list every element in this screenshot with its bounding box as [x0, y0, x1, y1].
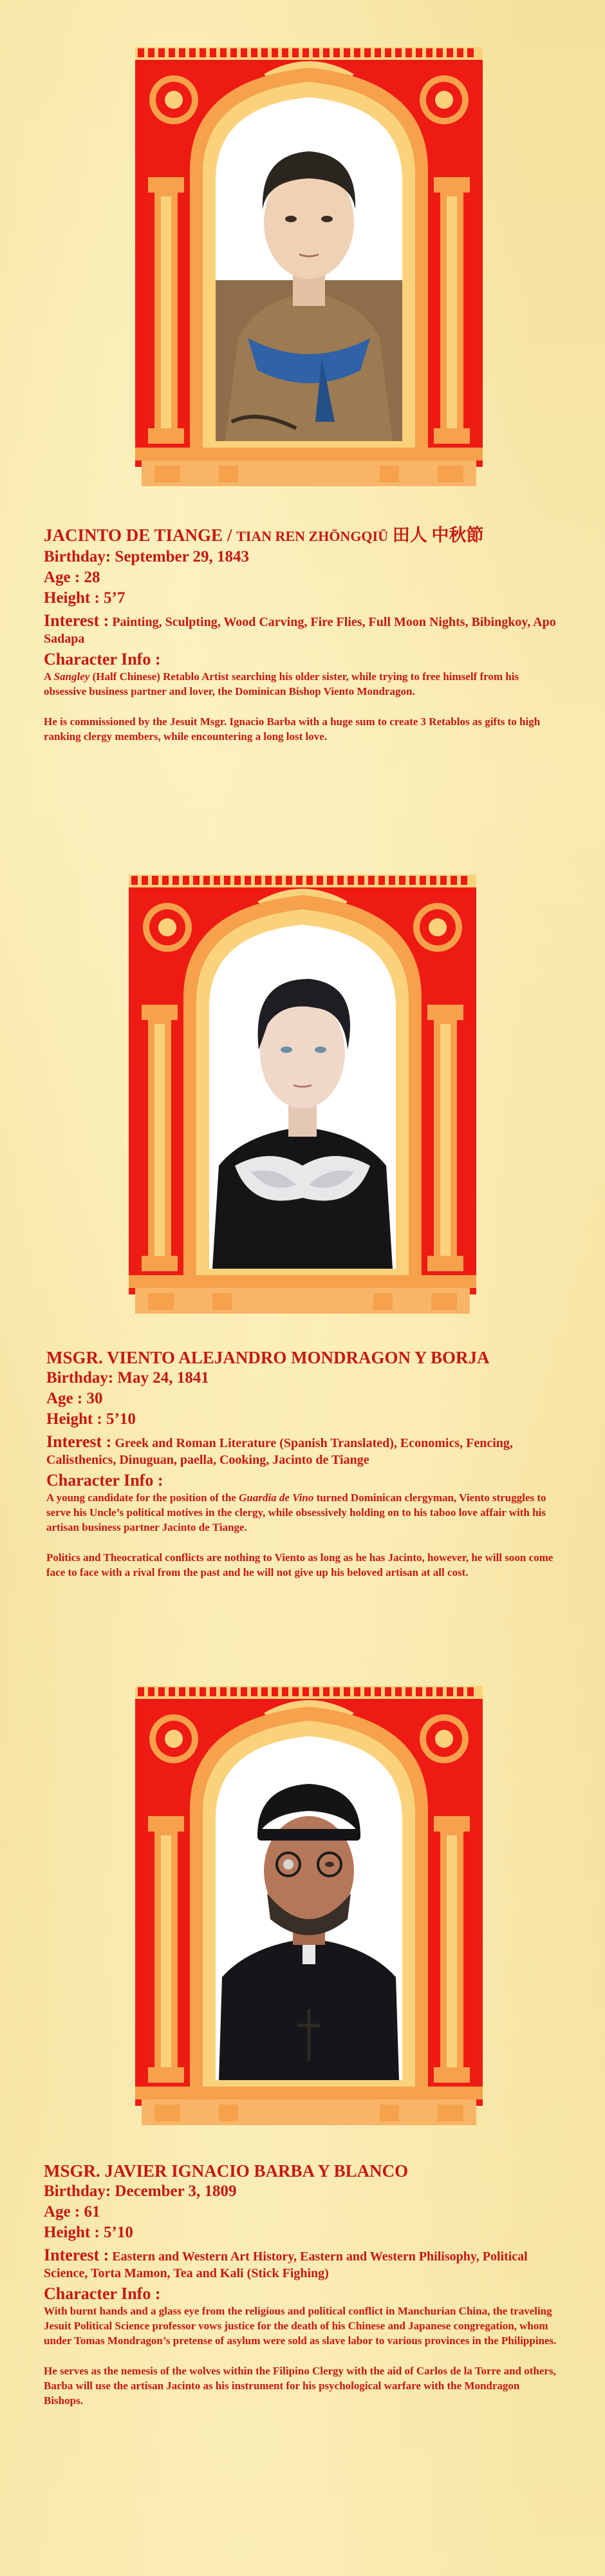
- birthday: Birthday: May 24, 1841: [46, 1369, 209, 1387]
- character-info-paragraph-2: He is commissioned by the Jesuit Msgr. Ignacio Barba with a huge sum to create 3 Retablos as gifts to high ranking clergy members, while encountering a long lost love.: [44, 715, 541, 743]
- chinese-name: 田人 中秋節: [392, 526, 484, 545]
- character-info-label: Character Info :: [44, 650, 161, 668]
- interest: [46, 1434, 561, 1468]
- emphasis-word: Guardia de Vino: [239, 1492, 314, 1504]
- character-info-paragraph: With burnt hands and a glass eye from the religious and political conflict in Manchurian China, the traveling Jesuit Political Science professor vows justice for the death of his Chinese and Japanese congregation, whom under Tomas Mondragon’s pretense of asylum were sold as slave labor to various provinces in the Philippines.: [44, 2305, 557, 2347]
- interest-label: Interest :: [44, 2246, 109, 2264]
- character-name: JACINTO DE TIANGE / TIAN REN ZHŌNGQIŪ 田人 中秋節: [44, 526, 484, 545]
- arched-portrait-frame: [129, 35, 489, 486]
- arched-portrait-frame: [122, 863, 483, 1314]
- character-name: MSGR. JAVIER IGNACIO BARBA Y BLANCO: [44, 2161, 409, 2181]
- age: Age : 61: [44, 2203, 100, 2221]
- character-info-paragraph: A Sangley (Half Chinese) Retablo Artist searching his older sister, while trying to free himself from his obsessive business partner and lover, the Dominican Bishop Viento Mondragon.: [44, 670, 519, 697]
- age: Age : 30: [46, 1390, 103, 1407]
- age: Age : 28: [44, 569, 100, 586]
- portrait-frame: [129, 35, 489, 486]
- character-name: MSGR. VIENTO ALEJANDRO MONDRAGON Y BORJA: [46, 1348, 490, 1367]
- height: Height : 5’10: [46, 1410, 136, 1428]
- birthday: Birthday: September 29, 1843: [44, 548, 249, 565]
- character-info-paragraph-2: He serves as the nemesis of the wolves within the Filipino Clergy with the aid of Carlos de la Torre and others, Barba will use the artisan Jacinto as his instrument for his psychological warfare with the Mondragon Bishops.: [44, 2365, 556, 2407]
- interest-text: Eastern and Western Art History, Eastern and Western Philisophy, Political Science, Torta Mamon, Tea and Kali (Stick Fighing): [44, 2249, 528, 2280]
- birthday: Birthday: December 3, 1809: [44, 2183, 237, 2200]
- portrait-frame: [122, 863, 483, 1314]
- interest-label: Interest :: [44, 611, 109, 630]
- interest: [44, 2247, 559, 2282]
- interest-text: Painting, Sculpting, Wood Carving, Fire Flies, Full Moon Nights, Bibingkoy, Apo Sadapa: [44, 615, 556, 646]
- interest-label: Interest :: [46, 1432, 112, 1451]
- emphasis-word: Sangley: [53, 670, 90, 683]
- height: Height : 5’10: [44, 2224, 133, 2241]
- alt-name: TIAN REN ZHŌNGQIŪ: [236, 528, 388, 544]
- character-info-label: Character Info :: [46, 1471, 163, 1490]
- portrait-frame: [129, 1674, 489, 2125]
- character-info-paragraph-2: Politics and Theocratical conflicts are nothing to Viento as long as he has Jacinto, however, he will soon come face to face with a rival from the past and he will not give up his beloved artisan at all cost.: [46, 1551, 554, 1578]
- height: Height : 5’7: [44, 589, 126, 607]
- interest-text: Greek and Roman Literature (Spanish Translated), Economics, Fencing, Calisthenics, Dinuguan, paella, Cooking, Jacinto de Tiange: [46, 1436, 513, 1467]
- interest: [44, 612, 559, 647]
- character-info-paragraph: A young candidate for the position of the Guardia de Vino turned Dominican clergyman, Viento struggles to serve his Uncle’s political motives in the clergy, while obsessively holding on to his taboo love affair with his artisan business partner Jacinto de Tiange.: [46, 1492, 546, 1533]
- arched-portrait-frame: [129, 1674, 489, 2125]
- character-info-label: Character Info :: [44, 2284, 161, 2303]
